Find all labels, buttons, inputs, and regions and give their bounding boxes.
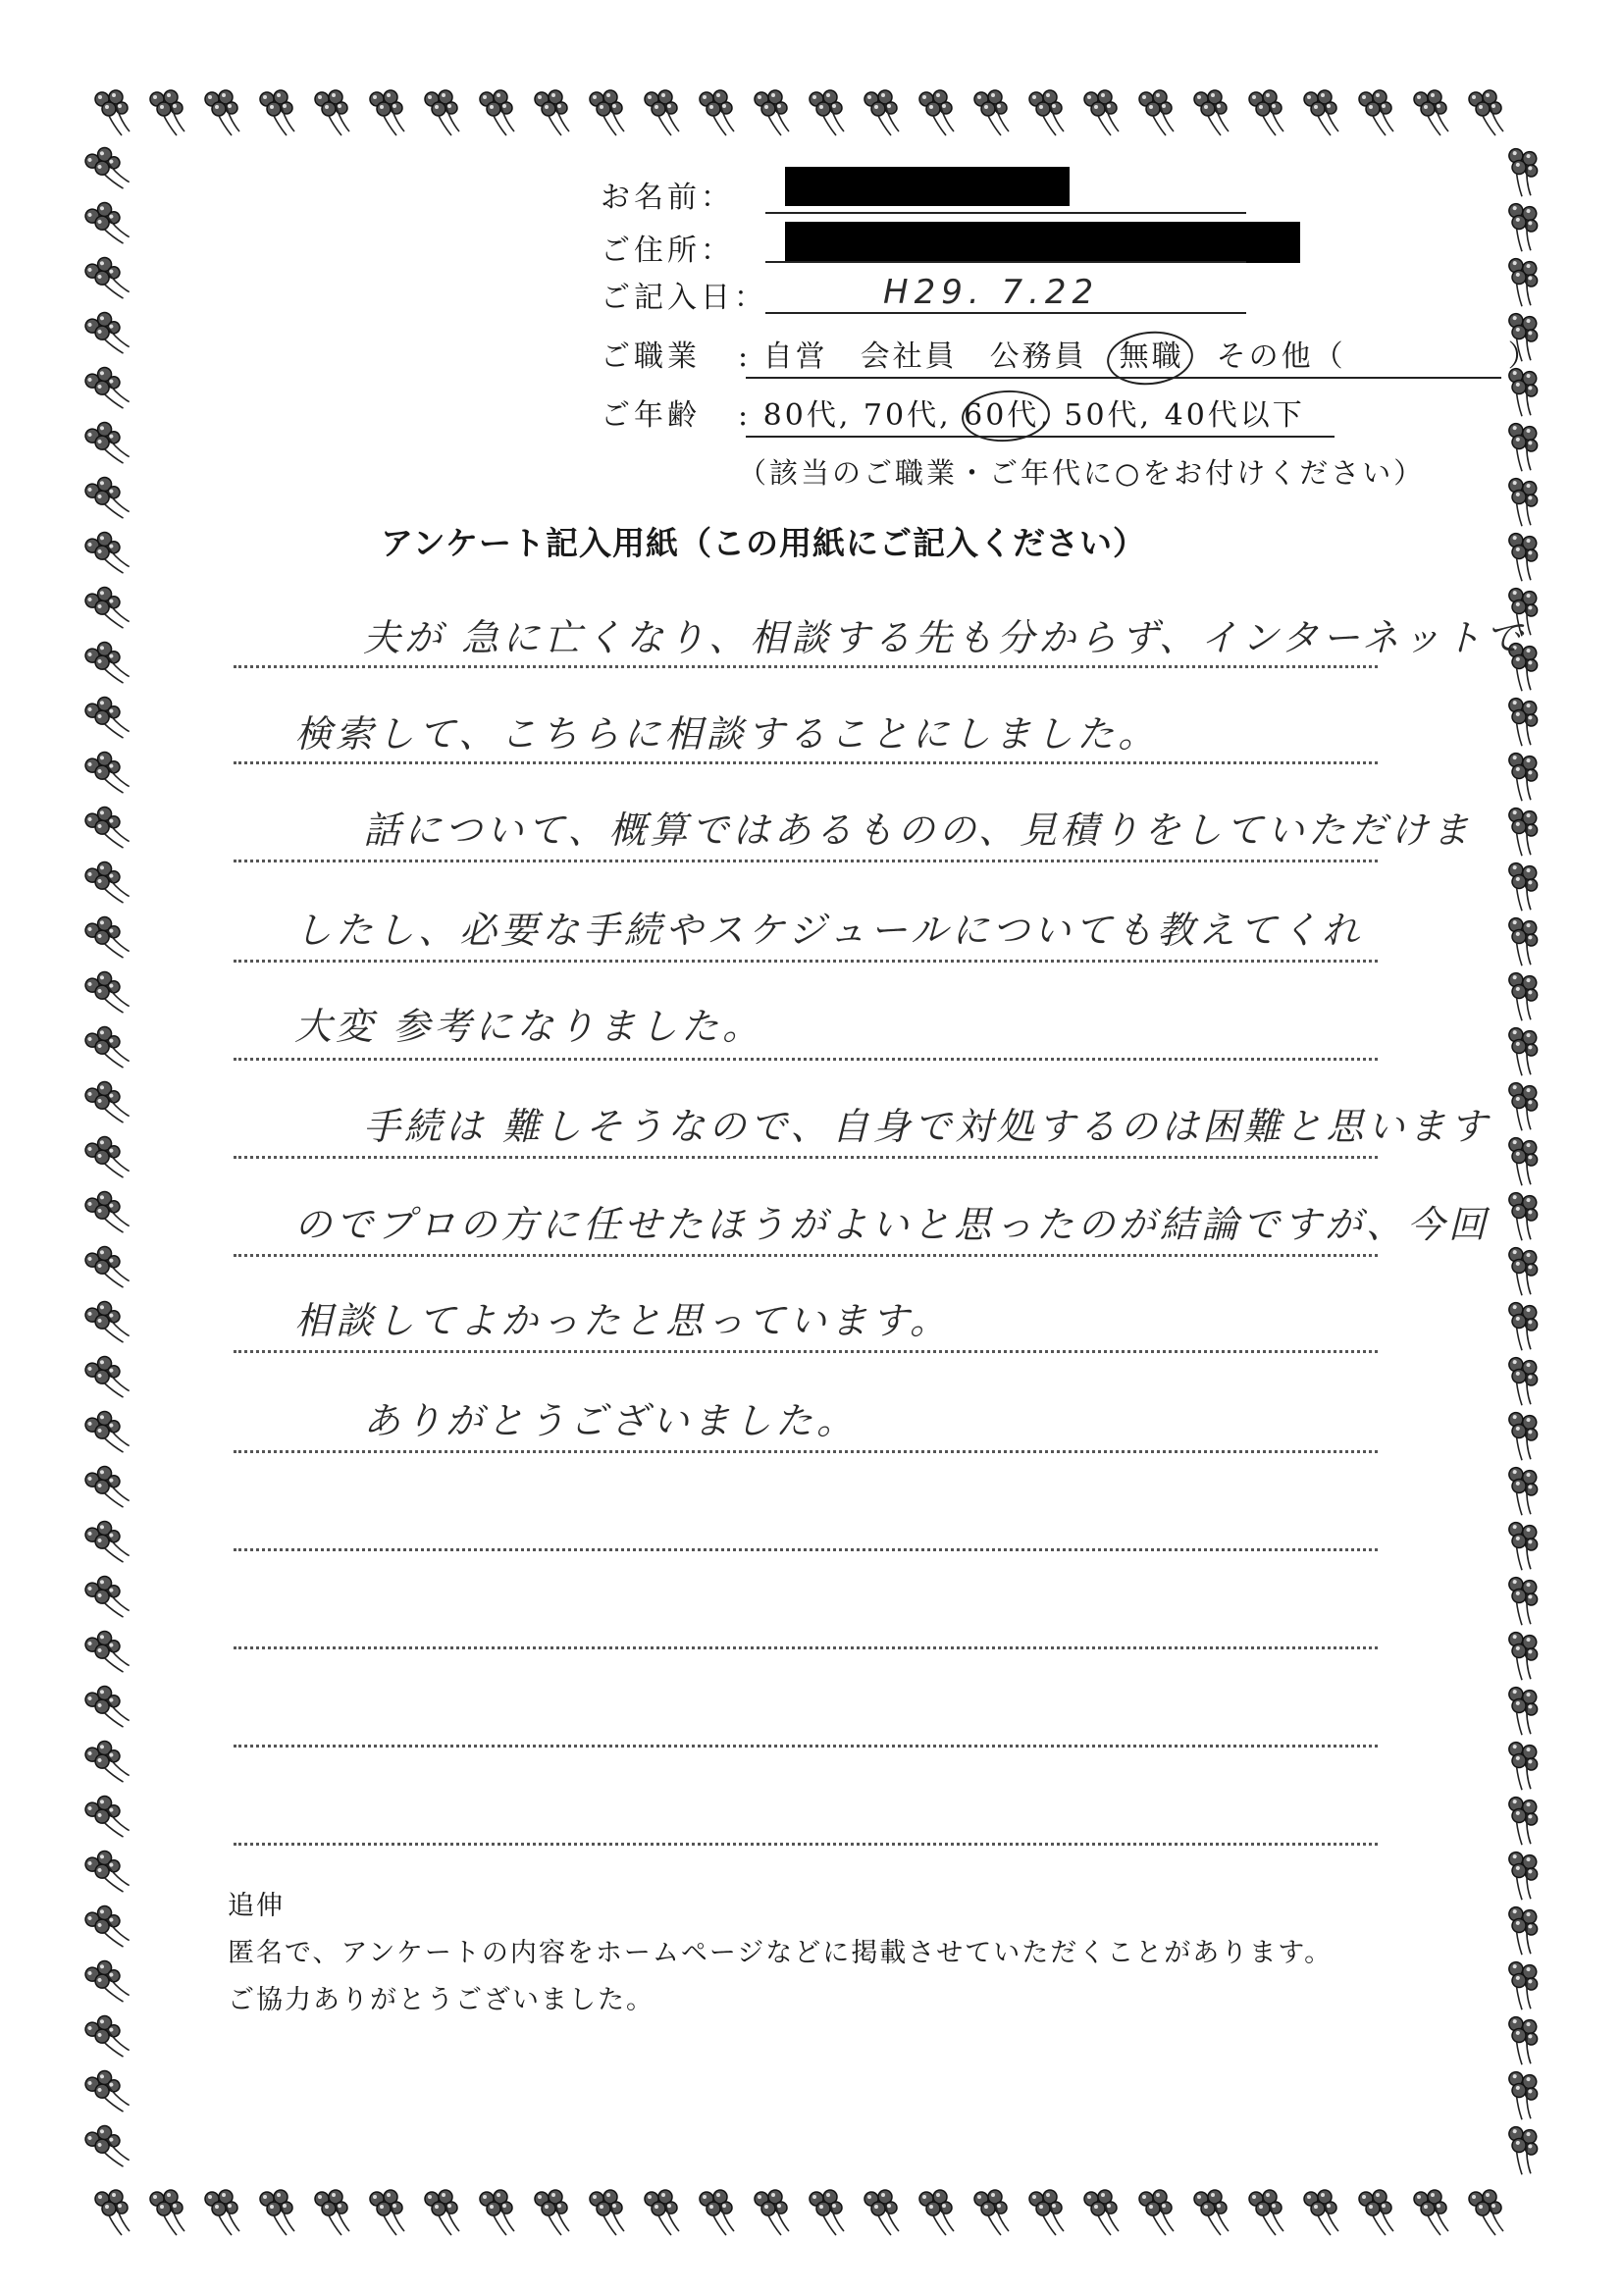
balloon-motif bbox=[315, 90, 349, 135]
balloon-motif bbox=[82, 1682, 131, 1736]
balloon-motif bbox=[1497, 969, 1545, 1023]
balloon-motif bbox=[1249, 2190, 1283, 2235]
balloon-motif bbox=[1497, 860, 1545, 913]
balloon-motif bbox=[590, 90, 624, 135]
balloon-motif bbox=[82, 748, 131, 802]
balloon-motif bbox=[82, 1077, 131, 1131]
balloon-motif bbox=[645, 90, 679, 135]
balloon-motif bbox=[425, 90, 459, 135]
balloon-motif bbox=[82, 583, 131, 637]
balloon-motif bbox=[1497, 1299, 1545, 1353]
balloon-motif bbox=[95, 90, 130, 135]
balloon-motif bbox=[82, 2066, 131, 2120]
occupation-underline bbox=[746, 377, 1501, 379]
balloon-motif bbox=[82, 1957, 131, 2010]
balloon-motif bbox=[82, 1022, 131, 1076]
balloon-motif bbox=[919, 90, 954, 135]
age-label: ご年齢 bbox=[601, 398, 701, 433]
balloon-motif bbox=[1497, 1904, 1545, 1957]
balloon-motif bbox=[82, 638, 131, 692]
balloon-motif bbox=[82, 1187, 131, 1241]
balloon-motif bbox=[260, 90, 294, 135]
balloon-motif bbox=[645, 2190, 679, 2235]
balloon-motif bbox=[1359, 2190, 1393, 2235]
balloon-motif bbox=[82, 1737, 131, 1791]
balloon-motif bbox=[82, 1517, 131, 1571]
dotted-rule bbox=[234, 1843, 1378, 1846]
balloon-motif bbox=[150, 2190, 184, 2235]
age-underline bbox=[746, 436, 1335, 438]
dotted-rule bbox=[234, 665, 1378, 668]
balloon-motif bbox=[370, 2190, 404, 2235]
balloon-motif bbox=[82, 693, 131, 747]
name-underline bbox=[765, 212, 1246, 214]
balloon-motif bbox=[480, 90, 514, 135]
balloon-motif bbox=[82, 1847, 131, 1901]
occupation-options: : 自営 会社員 公務員 無職 その他（ ） bbox=[738, 339, 1541, 374]
balloon-motif bbox=[1497, 1244, 1545, 1298]
dotted-rule bbox=[234, 1058, 1378, 1061]
balloon-motif bbox=[82, 528, 131, 582]
balloon-motif bbox=[810, 90, 844, 135]
balloon-motif bbox=[82, 2011, 131, 2065]
handwritten-line: 手続は 難しそうなので、自身で対処するのは困難と思います bbox=[363, 1105, 1492, 1148]
balloon-motif bbox=[1497, 805, 1545, 859]
date-label: ご記入日： bbox=[601, 281, 767, 315]
balloon-motif bbox=[1497, 1024, 1545, 1078]
balloon-motif bbox=[1194, 90, 1229, 135]
balloon-motif bbox=[425, 2190, 459, 2235]
balloon-motif bbox=[1497, 1684, 1545, 1738]
balloon-motif bbox=[919, 2190, 954, 2235]
balloon-motif bbox=[1497, 2123, 1545, 2177]
balloon-motif bbox=[1497, 1849, 1545, 1903]
handwritten-line: 大変 参考になりました。 bbox=[294, 1005, 764, 1048]
balloon-motif bbox=[1084, 90, 1119, 135]
balloon-motif bbox=[1497, 475, 1545, 529]
occupation-label: ご職業 bbox=[601, 339, 701, 374]
balloon-motif bbox=[1194, 2190, 1229, 2235]
date-value: H29. 7.22 bbox=[883, 273, 1100, 312]
handwritten-line: 話について、概算ではあるものの、見積りをしていただけま bbox=[363, 809, 1473, 852]
balloon-motif bbox=[1497, 2068, 1545, 2122]
balloon-motif bbox=[1497, 2013, 1545, 2067]
balloon-motif bbox=[82, 803, 131, 857]
balloon-motif bbox=[1497, 914, 1545, 968]
balloon-motif bbox=[260, 2190, 294, 2235]
balloon-motif bbox=[1414, 2190, 1448, 2235]
balloon-motif bbox=[1497, 1574, 1545, 1628]
balloon-motif bbox=[1497, 1739, 1545, 1793]
balloon-motif bbox=[1497, 1189, 1545, 1243]
dotted-rule bbox=[234, 761, 1378, 764]
balloon-motif bbox=[1497, 255, 1545, 309]
balloon-motif bbox=[974, 2190, 1009, 2235]
balloon-motif bbox=[535, 90, 569, 135]
balloon-motif bbox=[82, 308, 131, 362]
balloon-motif bbox=[1304, 2190, 1338, 2235]
dotted-rule bbox=[234, 1350, 1378, 1353]
dotted-rule bbox=[234, 1548, 1378, 1551]
balloon-motif bbox=[1497, 1134, 1545, 1188]
dotted-rule bbox=[234, 1646, 1378, 1649]
balloon-motif bbox=[1497, 1629, 1545, 1683]
balloon-motif bbox=[1304, 90, 1338, 135]
balloon-motif bbox=[1497, 1794, 1545, 1848]
balloon-motif bbox=[82, 1242, 131, 1296]
balloon-motif bbox=[1029, 90, 1064, 135]
postscript-line: 匿名で、アンケートの内容をホームページなどに掲載させていただくことがあります。 bbox=[228, 1938, 1334, 1968]
balloon-motif bbox=[82, 1297, 131, 1351]
balloon-motif bbox=[1139, 90, 1174, 135]
balloon-motif bbox=[1497, 695, 1545, 749]
balloon-motif bbox=[1497, 1409, 1545, 1463]
date-underline bbox=[765, 312, 1246, 314]
balloon-motif bbox=[1084, 2190, 1119, 2235]
balloon-motif bbox=[755, 90, 789, 135]
balloon-motif bbox=[1469, 90, 1503, 135]
page-title: アンケート記入用紙（この用紙にご記入ください） bbox=[381, 524, 1147, 562]
age-options: : 80代, 70代, 60代, 50代, 40代以下 bbox=[738, 398, 1305, 433]
balloon-motif bbox=[1497, 1958, 1545, 2012]
address-label: ご住所： bbox=[601, 234, 734, 268]
balloon-motif bbox=[535, 2190, 569, 2235]
balloon-motif bbox=[82, 1627, 131, 1681]
balloon-motif bbox=[82, 2121, 131, 2175]
balloon-motif bbox=[1497, 1354, 1545, 1408]
balloon-motif bbox=[150, 90, 184, 135]
balloon-motif bbox=[810, 2190, 844, 2235]
balloon-motif bbox=[82, 1902, 131, 1956]
handwritten-line: 夫が 急に亡くなり、相談する先も分からず、インターネットで bbox=[363, 616, 1527, 659]
balloon-motif bbox=[1497, 1079, 1545, 1133]
balloon-motif bbox=[1497, 145, 1545, 199]
dotted-rule bbox=[234, 860, 1378, 862]
balloon-motif bbox=[82, 1572, 131, 1626]
balloon-motif bbox=[1469, 2190, 1503, 2235]
handwritten-line: ありがとうございました。 bbox=[363, 1399, 859, 1442]
handwritten-line: 検索して、こちらに相談することにしました。 bbox=[294, 712, 1160, 756]
balloon-motif bbox=[1414, 90, 1448, 135]
balloon-motif bbox=[82, 363, 131, 417]
handwritten-line: したし、必要な手続やスケジュールについても教えてくれ bbox=[294, 909, 1363, 952]
balloon-motif bbox=[1497, 750, 1545, 804]
balloon-motif bbox=[1139, 2190, 1174, 2235]
balloon-motif bbox=[205, 90, 239, 135]
balloon-motif bbox=[205, 2190, 239, 2235]
dotted-rule bbox=[234, 1156, 1378, 1159]
handwritten-line: のでプロの方に任せたほうがよいと思ったのが結論ですが、今回 bbox=[294, 1203, 1491, 1246]
redacted-name bbox=[785, 167, 1070, 206]
redacted-address bbox=[785, 222, 1300, 263]
balloon-motif bbox=[82, 1407, 131, 1461]
balloon-motif bbox=[1497, 530, 1545, 584]
balloon-motif bbox=[95, 2190, 130, 2235]
balloon-motif bbox=[864, 90, 899, 135]
balloon-motif bbox=[82, 1132, 131, 1186]
balloon-motif bbox=[82, 967, 131, 1021]
balloon-motif bbox=[82, 143, 131, 197]
balloon-motif bbox=[82, 1352, 131, 1406]
address-underline bbox=[765, 261, 1246, 263]
postscript-line: ご協力ありがとうございました。 bbox=[228, 1985, 654, 2015]
dotted-rule bbox=[234, 1254, 1378, 1257]
balloon-motif bbox=[82, 1462, 131, 1516]
balloon-motif bbox=[82, 1792, 131, 1846]
balloon-motif bbox=[1497, 1464, 1545, 1518]
balloon-motif bbox=[82, 198, 131, 252]
balloon-motif bbox=[82, 913, 131, 966]
balloon-motif bbox=[82, 858, 131, 912]
balloon-motif bbox=[82, 418, 131, 472]
dotted-rule bbox=[234, 1745, 1378, 1748]
balloon-motif bbox=[974, 90, 1009, 135]
dotted-rule bbox=[234, 1450, 1378, 1453]
balloon-motif bbox=[82, 253, 131, 307]
handwritten-line: 相談してよかったと思っています。 bbox=[294, 1299, 951, 1342]
balloon-motif bbox=[1497, 200, 1545, 254]
balloon-motif bbox=[1359, 90, 1393, 135]
balloon-motif bbox=[82, 473, 131, 527]
postscript-heading: 追伸 bbox=[228, 1891, 285, 1921]
balloon-motif bbox=[755, 2190, 789, 2235]
balloon-motif bbox=[370, 90, 404, 135]
balloon-motif bbox=[1249, 90, 1283, 135]
name-label: お名前： bbox=[601, 181, 734, 215]
balloon-motif bbox=[864, 2190, 899, 2235]
balloon-motif bbox=[1497, 1519, 1545, 1573]
instruction-text: （該当のご職業・ご年代に○をお付けください） bbox=[738, 456, 1426, 490]
dotted-rule bbox=[234, 960, 1378, 963]
balloon-motif bbox=[480, 2190, 514, 2235]
balloon-motif bbox=[700, 2190, 734, 2235]
balloon-motif bbox=[1029, 2190, 1064, 2235]
balloon-motif bbox=[315, 2190, 349, 2235]
balloon-motif bbox=[590, 2190, 624, 2235]
balloon-motif bbox=[1497, 420, 1545, 474]
balloon-motif bbox=[700, 90, 734, 135]
